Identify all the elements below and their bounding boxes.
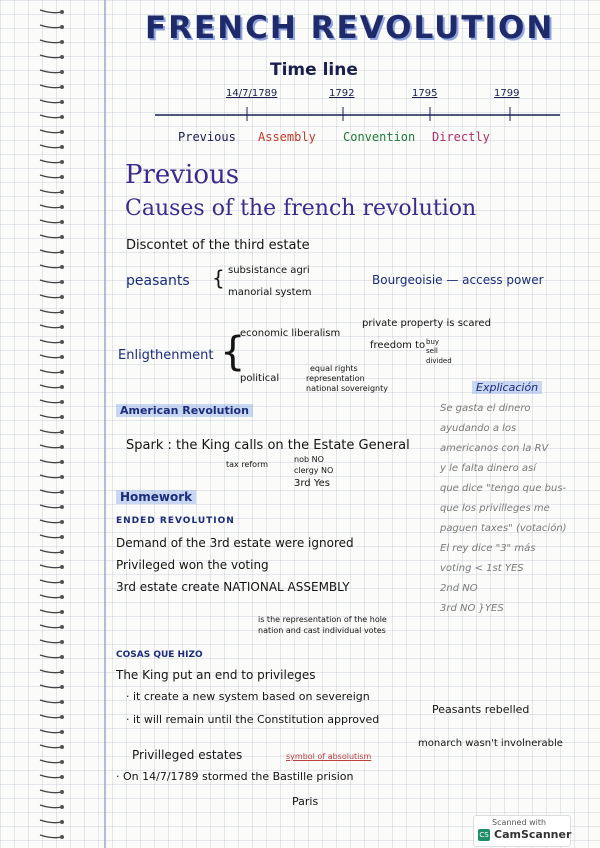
coil-hole [60,25,64,29]
coil-ring [40,205,62,208]
bourgeoisie-text: Bourgeoisie — access power [372,273,544,287]
brace: { [220,329,246,375]
coil-hole [60,685,64,689]
peasants-item: manorial system [228,287,312,298]
coil-ring [40,400,62,403]
coil-ring [40,475,62,478]
coil-hole [60,385,64,389]
explicacion-line: y le falta dinero así [440,463,537,474]
coil-ring [40,40,62,43]
coil-ring [40,505,62,508]
timeline-year: 1799 [494,88,520,99]
camscanner-logo-icon: CS [479,831,489,839]
coil-hole [60,625,64,629]
estate-vote: nob NO [294,455,324,464]
coil-ring [40,535,62,538]
coil-ring [40,565,62,568]
cosas-heading: COSAS QUE HIZO [116,650,203,660]
freedom-item: divided [426,357,452,365]
coil-ring [40,70,62,73]
coil-hole [60,355,64,359]
bastille-text: · On 14/7/1789 stormed the Bastille prision [116,770,354,783]
coil-hole [60,70,64,74]
coil-ring [40,115,62,118]
section-subheading: Causes of the french revolution [125,196,477,221]
explicacion-line: voting < 1st YES [440,563,524,574]
timeline-title: Time line [270,60,358,80]
timeline-year: 1792 [329,88,355,99]
coil-ring [40,130,62,133]
coil-ring [40,385,62,388]
coil-hole [60,460,64,464]
coil-hole [60,400,64,404]
coil-hole [60,430,64,434]
explicacion-heading: Explicación [472,381,542,394]
coil-ring [40,370,62,373]
peasants-item: subsistance agri [228,265,310,276]
coil-ring [40,430,62,433]
coil-hole [60,595,64,599]
political-label: political [240,373,280,384]
american-heading: American Revolution [116,404,253,417]
discontent-text: Discontet of the third estate [126,238,310,253]
coil-hole [60,775,64,779]
estate-vote: 3rd Yes [294,478,330,489]
coil-ring [40,745,62,748]
spark-text: Spark : the King calls on the Estate General [126,438,410,453]
coil-ring [40,325,62,328]
coil-hole [60,310,64,314]
coil-ring [40,145,62,148]
coil-ring [40,10,62,13]
coil-ring [40,340,62,343]
coil-ring [40,55,62,58]
brace: { [212,266,225,290]
coil-hole [60,40,64,44]
coil-hole [60,190,64,194]
coil-ring [40,175,62,178]
coil-ring [40,550,62,553]
coil-hole [60,220,64,224]
coil-hole [60,205,64,209]
coil-hole [60,550,64,554]
coil-hole [60,175,64,179]
coil-ring [40,760,62,763]
coil-hole [60,235,64,239]
coil-ring [40,625,62,628]
homework-heading: Homework [116,490,196,504]
coil-ring [40,160,62,163]
coil-ring [40,580,62,583]
econ-label: economic liberalism [240,328,341,339]
coil-ring [40,790,62,793]
coil-ring [40,280,62,283]
coil-hole [60,325,64,329]
tax-reform: tax reform [226,460,269,469]
coil-hole [60,835,64,839]
coil-ring [40,520,62,523]
timeline-year: 14/7/1789 [226,88,278,99]
freedom-item: buy [426,338,440,346]
coil-ring [40,655,62,658]
coil-ring [40,805,62,808]
coil-hole [60,700,64,704]
coil-ring [40,250,62,253]
coil-hole [60,610,64,614]
coil-ring [40,685,62,688]
coil-ring [40,100,62,103]
coil-hole [60,490,64,494]
scanner-line2: CamScanner [494,828,572,841]
coil-hole [60,160,64,164]
explicacion-line: 3rd NO }YES [440,603,504,614]
coil-ring [40,85,62,88]
privileged-estates: Privilleged estates [132,748,243,762]
estate-vote: clergy NO [294,466,334,475]
coil-hole [60,805,64,809]
assembly-note: is the representation of the hole [258,615,387,624]
coil-ring [40,220,62,223]
coil-ring [40,640,62,643]
section-heading-previous: Previous [125,160,240,190]
page-title: FRENCH REVOLUTION [145,10,555,46]
coil-ring [40,295,62,298]
coil-hole [60,10,64,14]
coil-hole [60,280,64,284]
explicacion-line: paguen taxes" (votación) [440,523,567,534]
coil-hole [60,415,64,419]
homework-line: Privileged won the voting [116,558,269,572]
coil-hole [60,655,64,659]
coil-hole [60,580,64,584]
assembly-note: nation and cast individual votes [258,626,386,635]
coil-hole [60,565,64,569]
coil-hole [60,445,64,449]
coil-ring [40,835,62,838]
coil-hole [60,85,64,89]
coil-ring [40,415,62,418]
political-item: representation [306,374,365,383]
camscanner-badge [473,815,571,847]
coil-hole [60,145,64,149]
symbol-note: symbol of absolutism [286,752,372,761]
homework-line: Demand of the 3rd estate were ignored [116,536,354,550]
paris-text: Paris [292,795,319,808]
coil-hole [60,520,64,524]
econ-item: private property is scared [362,318,491,329]
coil-ring [40,460,62,463]
explicacion-line: Se gasta el dinero [440,403,531,414]
coil-ring [40,610,62,613]
coil-ring [40,700,62,703]
enlightenment-label: Enligthenment [118,348,214,363]
coil-hole [60,130,64,134]
coil-hole [60,505,64,509]
timeline-axis [150,95,570,125]
margin-line [104,0,106,848]
coil-ring [40,595,62,598]
coil-hole [60,340,64,344]
coil-hole [60,535,64,539]
coil-ring [40,25,62,28]
era-label: Assembly [258,130,316,144]
econ-item: freedom to [370,340,426,351]
explicacion-line: ayudando a los [440,423,517,434]
coil-hole [60,730,64,734]
coil-hole [60,55,64,59]
explicacion-line: que dice "tengo que bus- [440,483,567,494]
ended-revolution: ENDED REVOLUTION [116,516,235,526]
explicacion-line: El rey dice "3" más [440,543,536,554]
coil-ring [40,730,62,733]
era-label: Previous [178,130,236,144]
freedom-item: sell [426,347,438,355]
coil-hole [60,370,64,374]
coil-ring [40,715,62,718]
coil-hole [60,265,64,269]
coil-hole [60,115,64,119]
peasants-label: peasants [126,273,190,289]
coil-ring [40,265,62,268]
coil-ring [40,310,62,313]
coil-hole [60,790,64,794]
coil-ring [40,775,62,778]
monarch-text: monarch wasn't involnerable [418,738,563,749]
coil-ring [40,490,62,493]
coil-hole [60,295,64,299]
political-item: national sovereignty [306,384,388,393]
coil-hole [60,250,64,254]
cosas-item: The King put an end to privileges [116,668,316,682]
coil-hole [60,100,64,104]
cosas-item: · it create a new system based on severeign [126,690,370,703]
coil-hole [60,640,64,644]
political-item: equal rights [310,364,358,373]
coil-ring [40,235,62,238]
peasants-rebelled: Peasants rebelled [432,703,530,716]
era-label: Directly [432,130,490,144]
scanner-line1: Scanned with [492,818,547,827]
era-label: Convention [343,130,416,144]
coil-ring [40,820,62,823]
coil-ring [40,670,62,673]
coil-hole [60,760,64,764]
coil-ring [40,190,62,193]
explicacion-line: americanos con la RV [440,443,549,454]
cosas-item: · it will remain until the Constitution approved [126,713,380,726]
timeline-year: 1795 [412,88,438,99]
explicacion-line: que los privilleges me [440,503,550,514]
coil-hole [60,715,64,719]
coil-hole [60,820,64,824]
coil-ring [40,355,62,358]
coil-ring [40,445,62,448]
coil-hole [60,745,64,749]
coil-hole [60,475,64,479]
coil-hole [60,670,64,674]
homework-line: 3rd estate create NATIONAL ASSEMBLY [116,580,350,594]
spiral-binding [0,0,70,848]
explicacion-line: 2nd NO [440,583,478,594]
